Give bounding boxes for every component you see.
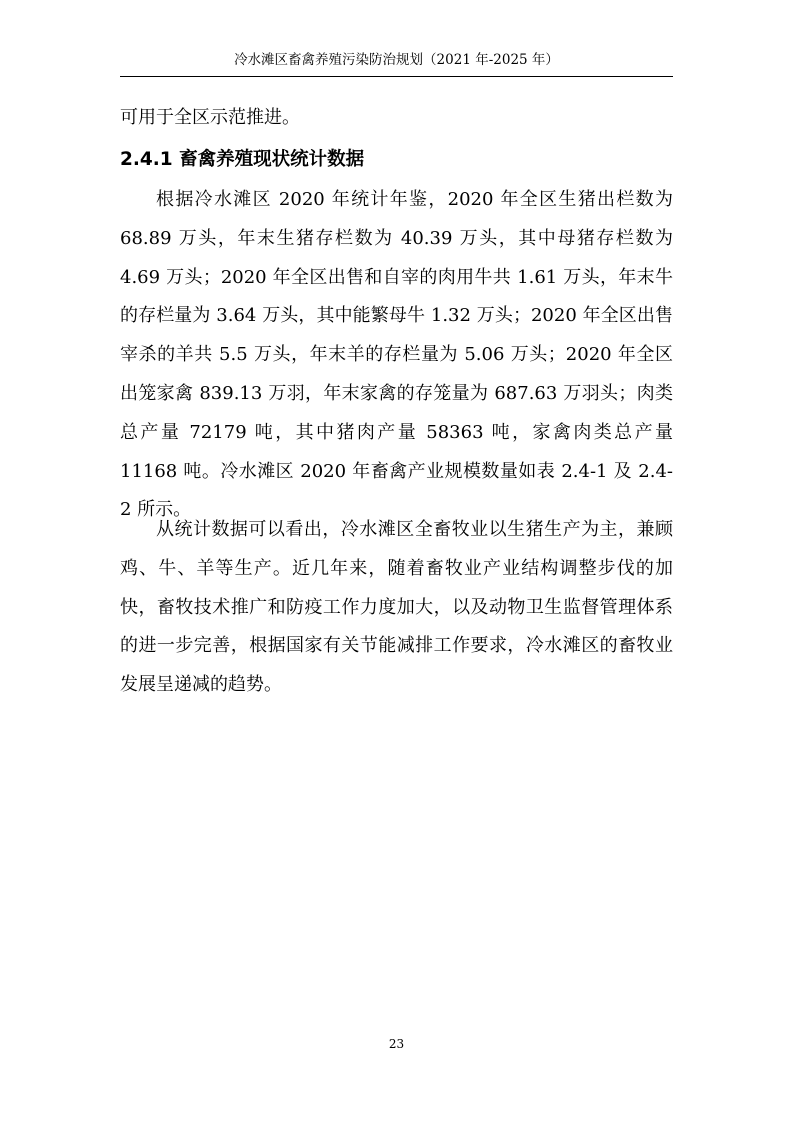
header-rule <box>120 76 673 77</box>
running-header: 冷水滩区畜禽养殖污染防治规划（2021 年-2025 年） <box>234 52 559 68</box>
analysis-paragraph: 从统计数据可以看出，冷水滩区全畜牧业以生猪生产为主，兼顾鸡、牛、羊等生产。近几年来，随着畜牧业产业结构调整步伐的加快，畜牧技术推广和防疫工作力度加大，以及动物卫生监督管理体系的进一步完善，根据国家有关节能减排工作要求，冷水滩区的畜牧业发展呈递减的趋势。 <box>120 519 673 696</box>
statistics-paragraph: 根据冷水滩区 2020 年统计年鉴，2020 年全区生猪出栏数为 68.89 万头，年末生猪存栏数为 40.39 万头，其中母猪存栏数为 4.69 万头；2020 年全区出售和自宰的肉用牛共 1.61 万头，年末牛的存栏量为 3.64 万头，其中能繁母牛 1.32 万头；2020 年全区出售宰杀的羊共 5.5 万头，年末羊的存栏量为 5.06 万头；2020 年全区出笼家禽 839.13 万羽，年末家禽的存笼量为 687.63 万羽头；肉类总产量 72179 吨，其中猪肉产量 58363 吨，家禽肉类总产量 11168 吨。冷水滩区 2020 年畜禽产业规模数量如表 2.4-1 及 2.4-2 所示。 <box>120 189 673 521</box>
continuation-paragraph: 可用于全区示范推进。 <box>120 107 300 128</box>
section-heading: 2.4.1 畜禽养殖现状统计数据 <box>120 149 365 170</box>
page-number: 23 <box>388 1037 405 1051</box>
